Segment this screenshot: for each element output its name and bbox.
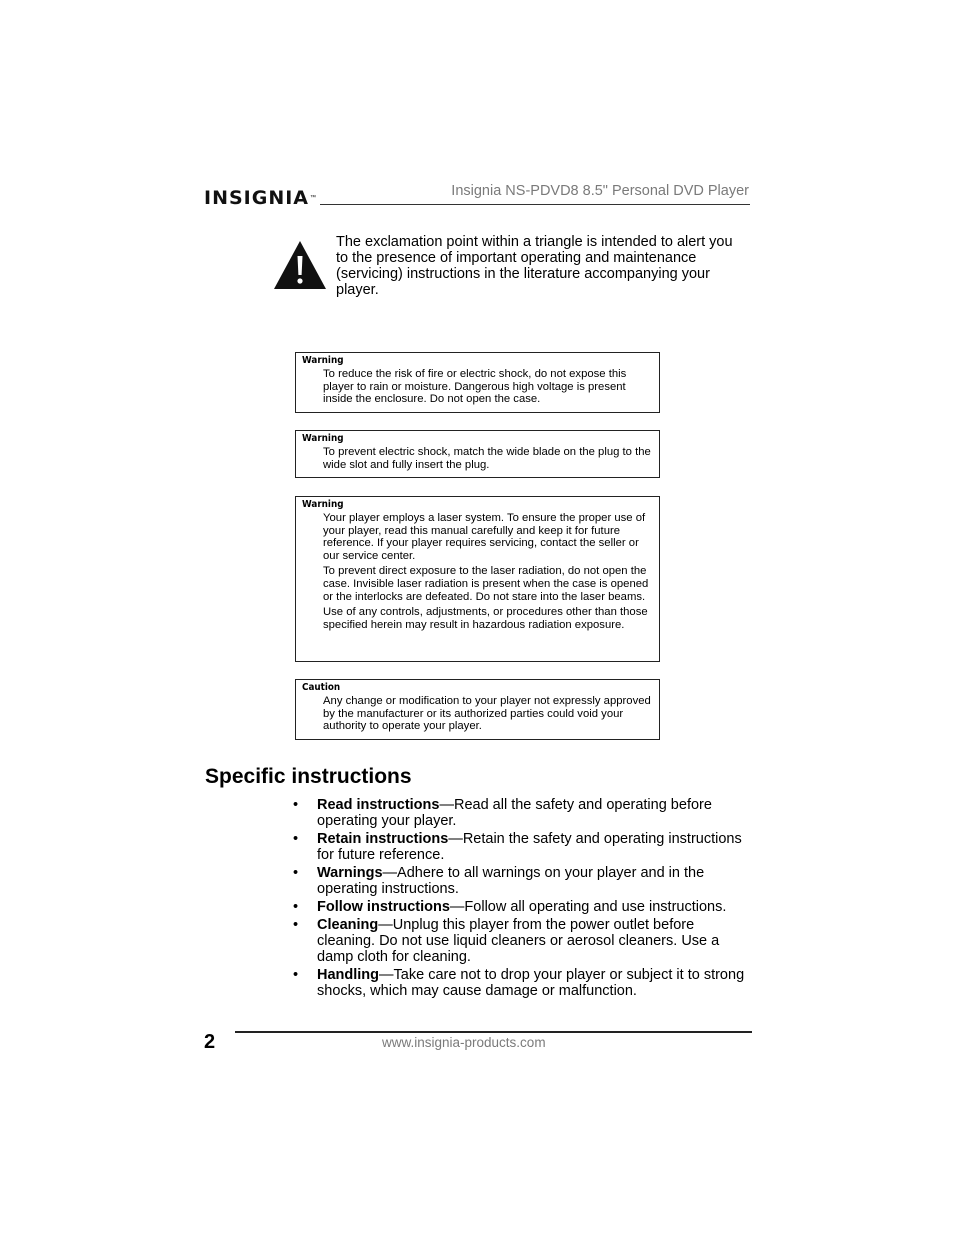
trademark-symbol: ™ xyxy=(310,195,316,201)
brand-logo xyxy=(204,183,316,213)
caution-box xyxy=(295,679,660,740)
warning-box-laser xyxy=(295,496,660,662)
page-number: 2 xyxy=(204,1031,216,1053)
notice-paragraph: To prevent direct exposure to the laser radiation, do not open the case. Invisible laser radiation is present when the case is opened or the interlocks are defeated. Do not stare into the laser beams. xyxy=(323,565,649,603)
notice-paragraph: To reduce the risk of fire or electric shock, do not expose this player to rain or moisture. Dangerous high voltage is present inside the enclosure. Do not open the case. xyxy=(323,368,627,406)
list-item xyxy=(293,967,751,999)
instruction-term: Retain instructions xyxy=(317,831,449,847)
instruction-text: —Adhere to all warnings on your player and in the operating instructions. xyxy=(317,865,705,897)
instruction-text: —Read all the safety and operating before operating your player. xyxy=(317,797,712,829)
instruction-term: Cleaning xyxy=(317,917,379,933)
footer-url: www.insignia-products.com xyxy=(382,1035,546,1050)
exclamation-triangle-icon xyxy=(273,240,327,290)
instruction-term: Read instructions xyxy=(317,797,440,813)
alert-explanation: The exclamation point within a triangle is intended to alert you to the presence of important operating and maintenance (servicing) instructions in the literature accompanying your player. xyxy=(336,234,733,298)
section-heading: Specific instructions xyxy=(205,765,412,788)
warning-box-plug xyxy=(295,430,660,478)
instruction-term: Handling xyxy=(317,967,380,983)
instruction-term: Warnings xyxy=(317,865,383,881)
warning-box-fire xyxy=(295,352,660,413)
list-item xyxy=(293,831,751,863)
instruction-text: —Take care not to drop your player or subject it to strong shocks, which may cause damage or malfunction. xyxy=(317,967,745,999)
instruction-term: Follow instructions xyxy=(317,899,450,915)
notice-paragraph: Your player employs a laser system. To ensure the proper use of your player, read this manual carefully and keep it for future reference. If your player requires servicing, contact the seller or our service center. xyxy=(323,512,646,562)
instruction-list xyxy=(293,797,751,1001)
notice-paragraph: Any change or modification to your player not expressly approved by the manufacturer or its authorized parties could void your authority to operate your player. xyxy=(323,695,651,733)
notice-paragraph: To prevent electric shock, match the wide blade on the plug to the wide slot and fully insert the plug. xyxy=(323,446,651,471)
list-item xyxy=(293,865,751,897)
bullet-icon: • xyxy=(293,831,299,847)
notice-paragraph: Use of any controls, adjustments, or procedures other than those specified herein may result in hazardous radiation exposure. xyxy=(323,606,648,631)
list-item xyxy=(293,797,751,829)
notice-title: Warning xyxy=(302,355,344,366)
bullet-icon: • xyxy=(293,865,299,881)
notice-body xyxy=(323,512,653,634)
bullet-icon: • xyxy=(293,967,299,983)
notice-body xyxy=(323,446,653,474)
list-item xyxy=(293,917,751,965)
instruction-text: —Follow all operating and use instructions. xyxy=(449,899,727,915)
notice-title: Warning xyxy=(302,499,344,510)
notice-title: Caution xyxy=(302,682,341,693)
bullet-icon: • xyxy=(293,797,299,813)
instruction-text: —Unplug this player from the power outlet before cleaning. Do not use liquid cleaners or aerosol cleaners. Use a damp cloth for cleaning. xyxy=(317,917,720,965)
instruction-text: —Retain the safety and operating instructions for future reference. xyxy=(317,831,742,863)
document-title: Insignia NS-PDVD8 8.5" Personal DVD Player xyxy=(451,183,749,199)
bullet-icon: • xyxy=(293,899,299,915)
notice-body xyxy=(323,368,653,409)
notice-title: Warning xyxy=(302,433,344,444)
bullet-icon: • xyxy=(293,917,299,933)
brand-name: INSIGNIA xyxy=(204,187,309,209)
header-divider xyxy=(320,204,750,205)
notice-body xyxy=(323,695,653,736)
list-item xyxy=(293,899,751,915)
footer-divider xyxy=(235,1031,752,1033)
